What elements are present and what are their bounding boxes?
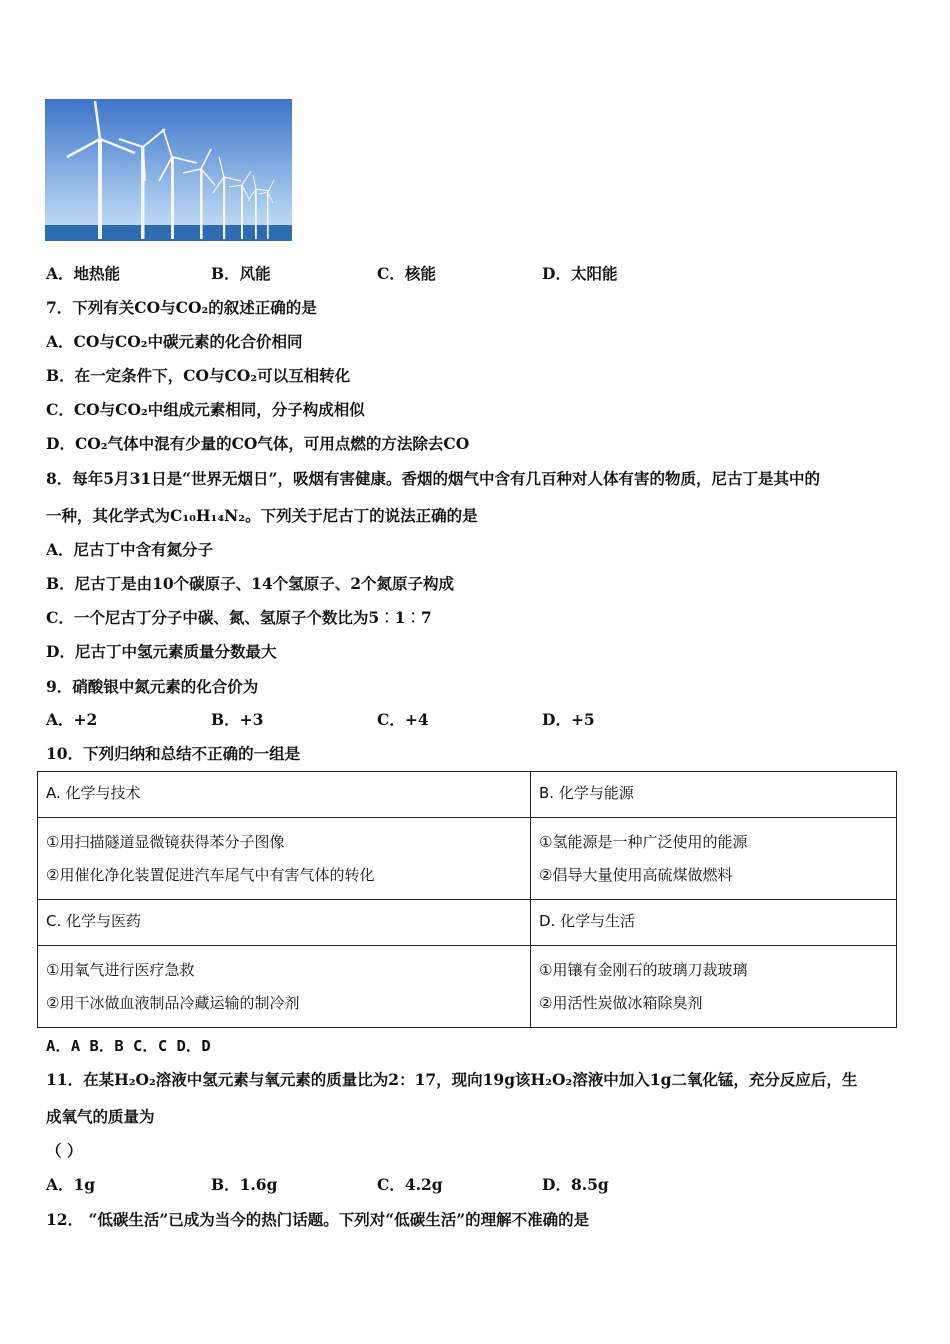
q8-stem-line1: 8．每年5月31日是“世界无烟日”，吸烟有害健康。香烟的烟气中含有几百种对人体有害的物质，尼古丁是其中的 [46,469,820,488]
q9-stem: 9．硝酸银中氮元素的化合价为 [46,677,259,696]
cell-d-title: D. 化学与生活 [531,900,897,946]
cell-c-content [38,946,531,1028]
q11-stem-line2: 成氧气的质量为 [46,1107,155,1126]
cell-d-content [531,946,897,1028]
q10-answer-options: A．A B．B C．C D．D [46,1037,211,1055]
cell-c-item-2: ②用干冰做血液制品冷藏运输的制冷剂 [46,994,300,1012]
q7-option-d: D．CO₂气体中混有少量的CO气体，可用点燃的方法除去CO [46,434,470,453]
cell-b-title: B. 化学与能源 [531,772,897,818]
q7-option-a: A．CO与CO₂中碳元素的化合价相同 [46,332,303,351]
q11-option-c: C．4.2g [377,1175,443,1194]
q11-bracket: （ ） [46,1141,83,1160]
q8-option-a: A．尼古丁中含有氮分子 [46,540,214,559]
cell-a-item-2: ②用催化净化装置促进汽车尾气中有害气体的转化 [46,866,375,884]
cell-c-item-1: ①用氧气进行医疗急救 [46,961,195,979]
q6-option-d: D．太阳能 [542,264,618,283]
q8-option-b: B．尼古丁是由10个碳原子、14个氢原子、2个氮原子构成 [46,574,455,593]
q11-option-b: B．1.6g [211,1175,278,1194]
q8-stem-line2: 一种，其化学式为C₁₀H₁₄N₂。下列关于尼古丁的说法正确的是 [46,506,478,525]
cell-a-title: A. 化学与技术 [38,772,531,818]
q8-option-d: D．尼古丁中氢元素质量分数最大 [46,642,277,661]
q11-stem-line1: 11．在某H₂O₂溶液中氢元素与氧元素的质量比为2：17，现向19g该H₂O₂溶液中加入1g二氧化锰，充分反应后，生 [46,1070,858,1089]
cell-b-item-1: ①氢能源是一种广泛使用的能源 [539,833,748,851]
q7-stem: 7．下列有关CO与CO₂的叙述正确的是 [46,298,317,317]
cell-b-item-2: ②倡导大量使用高硫煤做燃料 [539,866,733,884]
cell-c-title: C. 化学与医药 [38,900,531,946]
cell-a-item-1: ①用扫描隧道显微镜获得苯分子图像 [46,833,285,851]
q9-option-d: D．+5 [542,710,595,729]
q6-option-a: A．地热能 [46,264,121,283]
q10-table [37,771,897,1028]
q7-option-b: B．在一定条件下，CO与CO₂可以互相转化 [46,366,351,385]
q11-option-a: A．1g [46,1175,96,1194]
wind-turbines-photo [45,99,292,241]
q6-option-b: B．风能 [211,264,271,283]
q9-option-a: A．+2 [46,710,98,729]
q8-option-c: C．一个尼古丁分子中碳、氮、氢原子个数比为5︰1︰7 [46,608,432,627]
cell-d-item-1: ①用镶有金刚石的玻璃刀裁玻璃 [539,961,748,979]
q12-stem: 12． “低碳生活”已成为当今的热门话题。下列对“低碳生活”的理解不准确的是 [46,1210,590,1229]
cell-a-content [38,818,531,900]
cell-d-item-2: ②用活性炭做冰箱除臭剂 [539,994,703,1012]
q11-option-d: D．8.5g [542,1175,609,1194]
q10-stem: 10．下列归纳和总结不正确的一组是 [46,744,301,763]
q9-option-b: B．+3 [211,710,264,729]
q7-option-c: C．CO与CO₂中组成元素相同，分子构成相似 [46,400,365,419]
q9-option-c: C．+4 [377,710,429,729]
cell-b-content [531,818,897,900]
q6-option-c: C．核能 [377,264,436,283]
